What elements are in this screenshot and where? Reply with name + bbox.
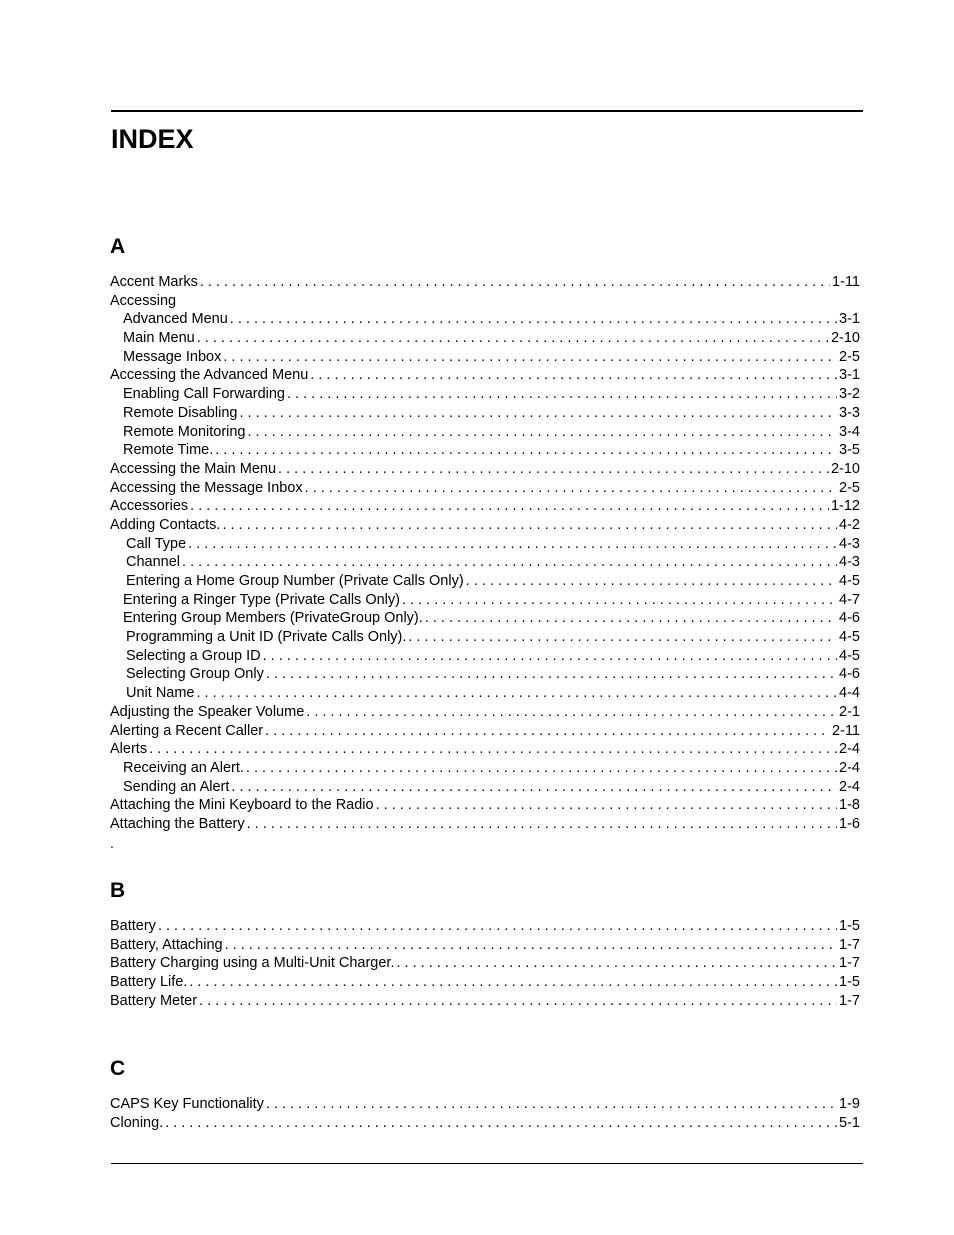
index-entry[interactable]	[110, 684, 860, 703]
entry-label: Receiving an Alert.	[123, 759, 244, 776]
entry-label: Remote Time.	[123, 442, 214, 459]
entry-page-number: 2-4	[839, 759, 860, 776]
dot-leader	[278, 460, 829, 479]
index-entry[interactable]	[110, 778, 860, 797]
dot-leader	[230, 310, 837, 329]
entry-label: Alerting a Recent Caller	[110, 722, 264, 739]
top-rule	[111, 110, 863, 112]
entry-page-number: 1-11	[832, 274, 860, 290]
index-entry[interactable]	[110, 936, 860, 955]
entry-page-number: 4-7	[839, 591, 860, 608]
index-entry[interactable]	[110, 1095, 860, 1114]
entry-page-number: 4-5	[839, 647, 860, 664]
dot-leader	[466, 572, 837, 591]
entry-page-number: 5-1	[839, 1114, 860, 1131]
entry-page-number: 1-12	[830, 498, 860, 515]
entry-page-number: 3-2	[839, 386, 860, 403]
dot-leader	[197, 684, 838, 703]
entry-page-number: 4-3	[839, 535, 860, 552]
index-entry[interactable]	[110, 441, 860, 460]
entry-label: Entering a Ringer Type (Private Calls Only)	[123, 591, 400, 608]
index-entry[interactable]	[110, 1114, 860, 1133]
entry-page-number: 2-4	[839, 741, 860, 758]
entry-page-number: 2-10	[830, 330, 860, 347]
dot-leader	[149, 740, 837, 759]
dot-leader	[397, 954, 838, 973]
dot-leader	[239, 404, 837, 423]
index-entry[interactable]	[110, 572, 860, 591]
dot-leader	[197, 329, 829, 348]
entry-label: Battery	[110, 918, 156, 934]
index-entry[interactable]	[110, 665, 860, 684]
index-entry[interactable]	[110, 722, 860, 741]
entry-page-number: 3-5	[839, 442, 860, 459]
entry-label: Entering Group Members (PrivateGroup Only).	[123, 610, 423, 627]
dot-leader	[425, 609, 837, 628]
entry-page-number: 1-7	[839, 955, 860, 972]
dot-leader	[263, 647, 837, 666]
entry-page-number: 4-2	[839, 516, 860, 533]
index-entry[interactable]	[110, 954, 860, 973]
entry-label: Battery Charging using a Multi-Unit Charger.	[110, 955, 395, 972]
entry-label: Cloning.	[110, 1114, 164, 1131]
entry-label: Attaching the Battery	[110, 815, 245, 832]
dot-leader	[265, 722, 830, 741]
index-section-c	[110, 1057, 860, 1132]
dot-leader	[231, 778, 837, 797]
index-entry[interactable]	[110, 815, 860, 834]
entry-page-number: 3-3	[839, 404, 860, 421]
dot-leader	[165, 1114, 837, 1133]
entry-page-number: 1-5	[839, 918, 860, 934]
index-entry[interactable]	[110, 796, 860, 815]
index-entry[interactable]	[110, 628, 860, 647]
entry-page-number: 2-11	[832, 722, 860, 739]
entry-page-number: 1-5	[839, 974, 860, 991]
entry-label: Unit Name	[126, 685, 195, 702]
entry-page-number: 1-8	[839, 797, 860, 814]
index-entry[interactable]	[110, 329, 860, 348]
section-letter: B	[110, 879, 126, 902]
entry-page-number: 1-6	[839, 815, 860, 832]
index-entry[interactable]	[110, 460, 860, 479]
entry-page-number: 4-4	[839, 685, 860, 702]
entry-page-number: 1-7	[839, 992, 860, 1009]
dot-leader	[222, 516, 837, 535]
index-entry[interactable]	[110, 404, 860, 423]
entry-page-number: 2-4	[839, 778, 860, 795]
index-entry[interactable]	[110, 497, 860, 516]
entry-label: Remote Disabling	[123, 404, 238, 421]
entry-label: CAPS Key Functionality	[110, 1096, 264, 1112]
entry-label: Programming a Unit ID (Private Calls Only).	[126, 629, 407, 646]
entry-label: Attaching the Mini Keyboard to the Radio	[110, 797, 374, 814]
index-entry[interactable]	[110, 516, 860, 535]
entry-label: Accessing the Message Inbox	[110, 479, 303, 496]
entry-label: Entering a Home Group Number (Private Calls Only)	[126, 573, 464, 589]
entry-label: Accessories	[110, 498, 189, 515]
entry-label: Adding Contacts.	[110, 516, 221, 533]
dot-leader	[248, 423, 838, 442]
entry-label: Enabling Call Forwarding	[123, 386, 285, 403]
entry-label: Selecting Group Only	[126, 666, 264, 683]
entry-label: Battery, Attaching	[110, 936, 223, 953]
entry-label: Main Menu	[123, 330, 195, 347]
index-entry[interactable]	[110, 535, 860, 554]
dot-leader	[376, 796, 837, 815]
index-entry-list	[110, 1095, 860, 1132]
entry-label: Adjusting the Speaker Volume	[110, 703, 305, 720]
dot-leader	[190, 497, 829, 516]
entry-label: Alerts	[110, 741, 148, 758]
index-section-b	[110, 879, 860, 1010]
section-letter: C	[110, 1057, 126, 1080]
entry-label: Message Inbox	[123, 348, 222, 365]
dot-leader	[310, 366, 837, 385]
entry-page-number: 1-9	[839, 1096, 860, 1112]
entry-page-number: 2-5	[839, 348, 860, 365]
entry-label: Advanced Menu	[123, 311, 228, 328]
index-entry[interactable]	[110, 759, 860, 778]
entry-page-number: 2-1	[839, 703, 860, 720]
dot-leader	[200, 273, 830, 292]
dot-leader	[306, 703, 837, 722]
bottom-rule	[111, 1163, 863, 1164]
entry-label: Accessing	[110, 292, 177, 309]
dot-leader	[287, 385, 837, 404]
index-entry[interactable]	[110, 703, 860, 722]
index-entry[interactable]	[110, 479, 860, 498]
dot-leader	[215, 441, 837, 460]
dot-leader	[158, 917, 837, 936]
dot-leader	[247, 815, 837, 834]
index-entry[interactable]	[110, 647, 860, 666]
index-entry[interactable]	[110, 385, 860, 404]
index-entry-list	[110, 917, 860, 1010]
section-letter: A	[110, 235, 126, 258]
dot-leader	[182, 553, 837, 572]
dot-leader	[189, 973, 837, 992]
index-entry[interactable]	[110, 423, 860, 442]
entry-page-number: 2-5	[839, 479, 860, 496]
index-entry[interactable]	[110, 348, 860, 367]
index-entry[interactable]	[110, 591, 860, 610]
dot-leader	[246, 759, 837, 778]
entry-page-number: 4-5	[839, 573, 860, 589]
index-entry[interactable]	[110, 992, 860, 1011]
entry-page-number: 4-3	[839, 554, 860, 571]
dot-leader	[266, 665, 837, 684]
dot-leader	[408, 628, 837, 647]
entry-page-number: 3-1	[839, 367, 860, 384]
entry-label: Call Type	[126, 535, 187, 552]
entry-label: Accessing the Advanced Menu	[110, 367, 309, 384]
index-entry-list	[110, 273, 860, 852]
index-entry[interactable]	[110, 740, 860, 759]
index-entry[interactable]	[110, 973, 860, 992]
dot-leader	[305, 479, 837, 498]
dot-leader	[266, 1095, 837, 1114]
entry-page-number: 1-7	[839, 936, 860, 953]
dot-leader	[199, 992, 837, 1011]
index-section-a	[110, 235, 860, 852]
entry-label: Battery Meter	[110, 992, 198, 1009]
entry-label: Accessing the Main Menu	[110, 460, 277, 477]
entry-page-number: 3-4	[839, 423, 860, 440]
stray-period: .	[110, 834, 114, 851]
entry-page-number: 2-10	[830, 460, 860, 477]
dot-leader	[402, 591, 837, 610]
entry-label: Channel	[126, 554, 181, 571]
entry-label: Accent Marks	[110, 274, 198, 290]
entry-page-number: 4-6	[839, 610, 860, 627]
entry-page-number: 3-1	[839, 311, 860, 328]
index-entry[interactable]	[110, 273, 860, 292]
entry-page-number: 4-6	[839, 666, 860, 683]
entry-label: Selecting a Group ID	[126, 647, 261, 664]
dot-leader	[188, 535, 837, 554]
index-entry[interactable]	[110, 292, 860, 311]
page-title: INDEX	[111, 124, 194, 154]
index-entry[interactable]	[110, 917, 860, 936]
entry-label: Sending an Alert	[123, 778, 230, 795]
index-entry[interactable]	[110, 609, 860, 628]
index-entry[interactable]	[110, 310, 860, 329]
entry-label: Battery Life.	[110, 974, 188, 991]
dot-leader	[225, 936, 837, 955]
entry-page-number: 4-5	[839, 629, 860, 646]
entry-label: Remote Monitoring	[123, 423, 246, 440]
index-entry[interactable]	[110, 553, 860, 572]
dot-leader	[223, 348, 837, 367]
index-entry[interactable]	[110, 366, 860, 385]
